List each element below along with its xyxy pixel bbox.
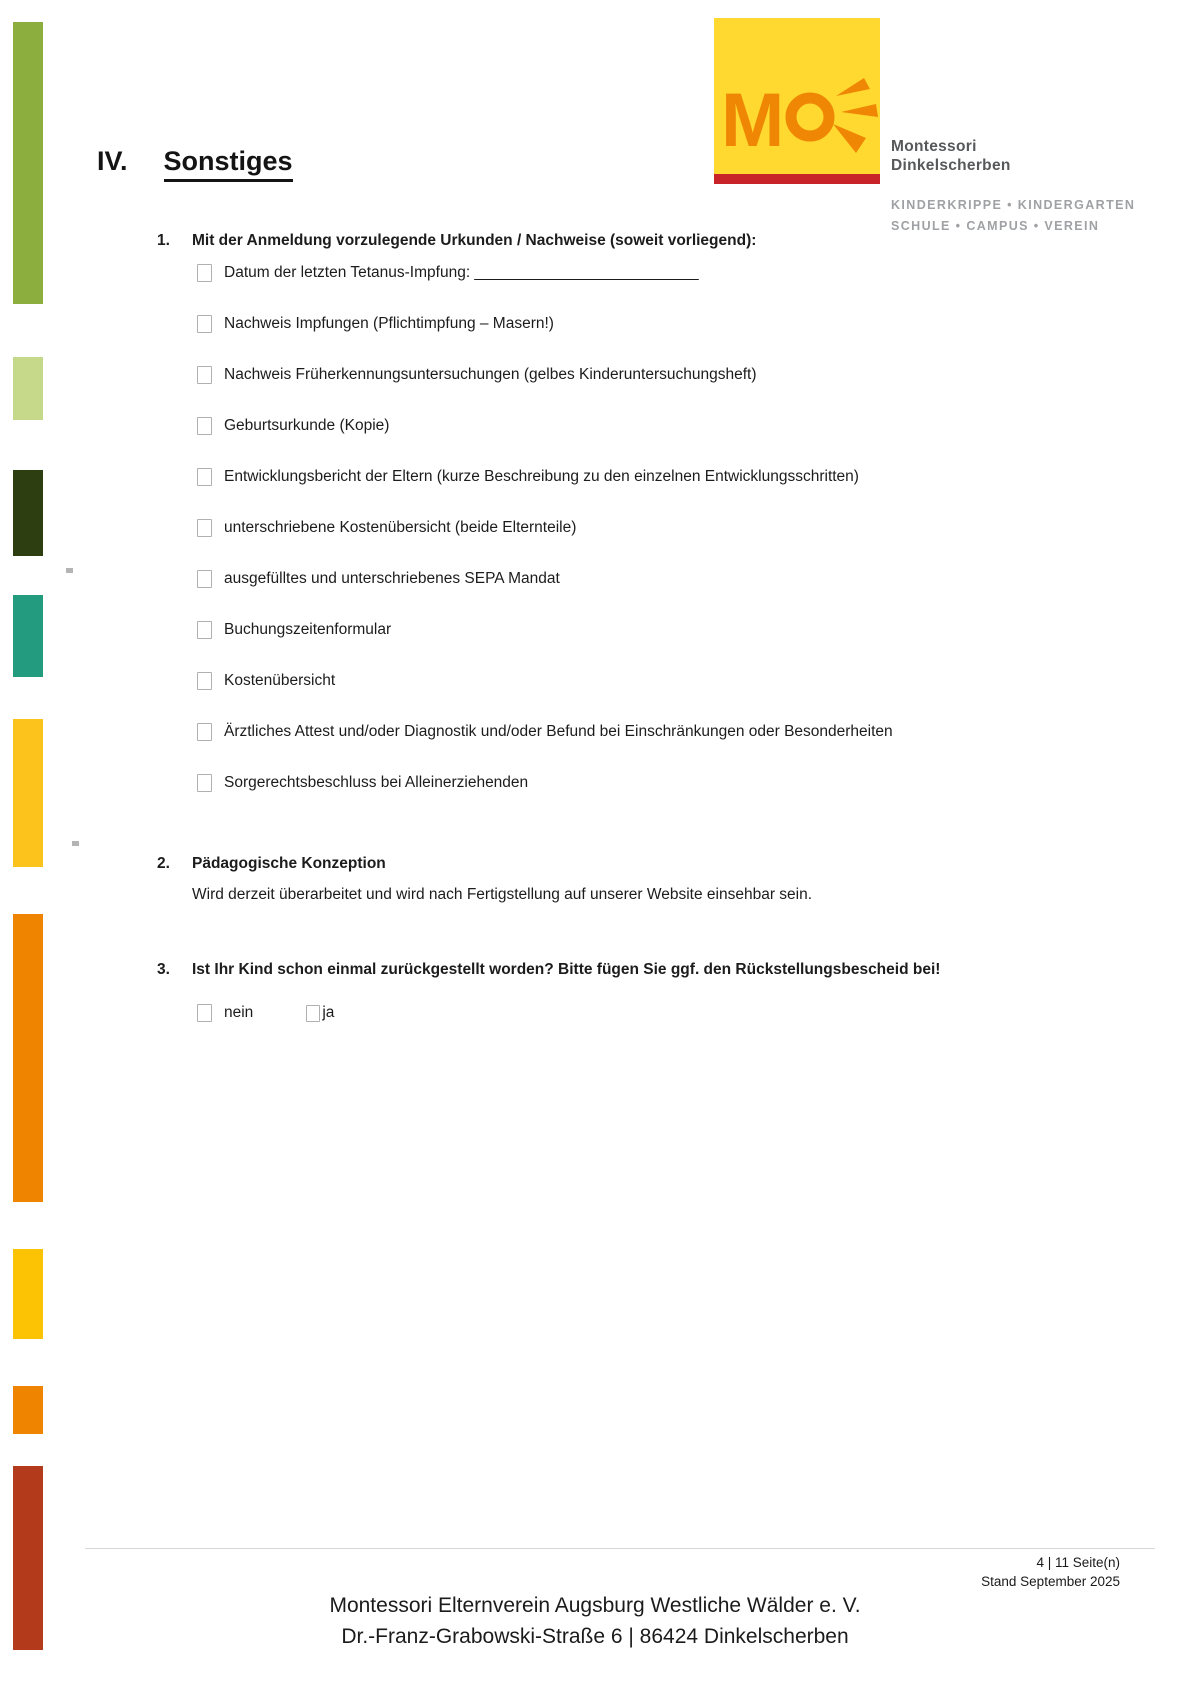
checkbox-label: Ärztliches Attest und/oder Diagnostik und/oder Befund bei Einschränkungen oder Besonderheiten bbox=[224, 723, 893, 740]
checkbox-attest[interactable] bbox=[197, 723, 212, 741]
checkbox-label: Entwicklungsbericht der Eltern (kurze Beschreibung zu den einzelnen Entwicklungsschritten) bbox=[224, 468, 859, 485]
checklist-row bbox=[197, 417, 893, 435]
checkbox-label: Kostenübersicht bbox=[224, 672, 336, 689]
footer-organization bbox=[0, 1590, 1190, 1652]
logo-tagline bbox=[891, 195, 1135, 237]
option-label-nein: nein bbox=[224, 1004, 254, 1021]
sidebar-color-bar bbox=[13, 914, 43, 1202]
sidebar-color-bar bbox=[13, 1386, 43, 1434]
montessori-logo-icon bbox=[714, 18, 880, 184]
checkbox-geburtsurkunde[interactable] bbox=[197, 417, 212, 435]
checkbox-label: Nachweis Impfungen (Pflichtimpfung – Masern!) bbox=[224, 315, 554, 332]
checkbox-label: Sorgerechtsbeschluss bei Alleinerziehenden bbox=[224, 774, 529, 791]
section-body-text: Wird derzeit überarbeitet und wird nach Fertigstellung auf unserer Website einsehbar sein. bbox=[192, 886, 813, 903]
checkbox-buchungszeiten[interactable] bbox=[197, 621, 212, 639]
checklist-row bbox=[197, 315, 893, 333]
checklist-row bbox=[197, 621, 893, 639]
checkbox-frueherkennung[interactable] bbox=[197, 366, 212, 384]
logo-brand-name bbox=[891, 137, 1011, 175]
section-konzeption bbox=[157, 855, 812, 904]
checklist-row bbox=[197, 570, 893, 588]
section-heading: Ist Ihr Kind schon einmal zurückgestellt worden? Bitte fügen Sie ggf. den Rückstellungsbescheid bei! bbox=[192, 961, 941, 978]
checkbox-kostenuebersicht[interactable] bbox=[197, 672, 212, 690]
checklist-row bbox=[197, 468, 893, 486]
logo-letter-m: M bbox=[721, 78, 785, 163]
option-label-ja: ja bbox=[322, 1004, 335, 1021]
sidebar-color-bar bbox=[13, 1249, 43, 1339]
footer-divider bbox=[85, 1548, 1155, 1549]
checkbox-impfnachweis[interactable] bbox=[197, 315, 212, 333]
checklist-row bbox=[197, 264, 893, 282]
section-number: 2. bbox=[157, 855, 170, 872]
tagline-line2: SCHULE • CAMPUS • VEREIN bbox=[891, 219, 1100, 233]
footer-page-number: 4 | 11 Seite(n) bbox=[1036, 1555, 1120, 1570]
page-title bbox=[97, 146, 293, 182]
checklist-row bbox=[197, 672, 893, 690]
checkbox-entwicklungsbericht[interactable] bbox=[197, 468, 212, 486]
checkbox-sepa-mandat[interactable] bbox=[197, 570, 212, 588]
checkbox-ja[interactable] bbox=[306, 1005, 320, 1022]
section-heading: Pädagogische Konzeption bbox=[192, 855, 386, 872]
checkbox-label: ausgefülltes und unterschriebenes SEPA Mandat bbox=[224, 570, 560, 587]
checkbox-kostenuebersicht-unterschrieben[interactable] bbox=[197, 519, 212, 537]
section-number: 1. bbox=[157, 232, 170, 249]
checkbox-nein[interactable] bbox=[197, 1004, 212, 1022]
footer-org-name: Montessori Elternverein Augsburg Westliche Wälder e. V. bbox=[329, 1594, 861, 1617]
page-title-numeral: IV. bbox=[97, 146, 128, 176]
checklist-row bbox=[197, 519, 893, 537]
sidebar-color-bar bbox=[13, 719, 43, 867]
footer-org-address: Dr.-Franz-Grabowski-Straße 6 | 86424 Dinkelscherben bbox=[341, 1625, 849, 1648]
page-title-text: Sonstiges bbox=[164, 146, 293, 182]
scan-artifact-dot bbox=[66, 568, 73, 573]
section-rueckstellung bbox=[157, 961, 940, 979]
checkbox-tetanus-date[interactable] bbox=[197, 264, 212, 282]
rueckstellung-options bbox=[197, 1004, 334, 1022]
checkbox-label: Geburtsurkunde (Kopie) bbox=[224, 417, 390, 434]
section-heading: Mit der Anmeldung vorzulegende Urkunden / Nachweise (soweit vorliegend): bbox=[192, 232, 757, 249]
checkbox-label: unterschriebene Kostenübersicht (beide Elternteile) bbox=[224, 519, 577, 536]
sidebar-color-bar bbox=[13, 357, 43, 420]
sidebar-color-bar bbox=[13, 22, 43, 304]
footer-meta bbox=[981, 1553, 1120, 1591]
brand-line1: Montessori bbox=[891, 138, 977, 155]
checkbox-label: Nachweis Früherkennungsuntersuchungen (gelbes Kinderuntersuchungsheft) bbox=[224, 366, 757, 383]
checkbox-sorgerecht[interactable] bbox=[197, 774, 212, 792]
sidebar-color-bar bbox=[13, 595, 43, 677]
section-number: 3. bbox=[157, 961, 170, 978]
checkbox-label: Datum der letzten Tetanus-Impfung: __________________________ bbox=[224, 264, 699, 281]
tagline-line1: KINDERKRIPPE • KINDERGARTEN bbox=[891, 198, 1136, 212]
checklist-row bbox=[197, 774, 893, 792]
checklist-row bbox=[197, 366, 893, 384]
checkbox-label: Buchungszeitenformular bbox=[224, 621, 392, 638]
brand-line2: Dinkelscherben bbox=[891, 157, 1011, 174]
checklist-row bbox=[197, 723, 893, 741]
footer-version: Stand September 2025 bbox=[981, 1574, 1120, 1589]
documents-checklist bbox=[197, 264, 893, 825]
section-documents bbox=[157, 232, 756, 250]
scan-artifact-dot bbox=[72, 841, 79, 846]
sidebar-color-bar bbox=[13, 470, 43, 556]
